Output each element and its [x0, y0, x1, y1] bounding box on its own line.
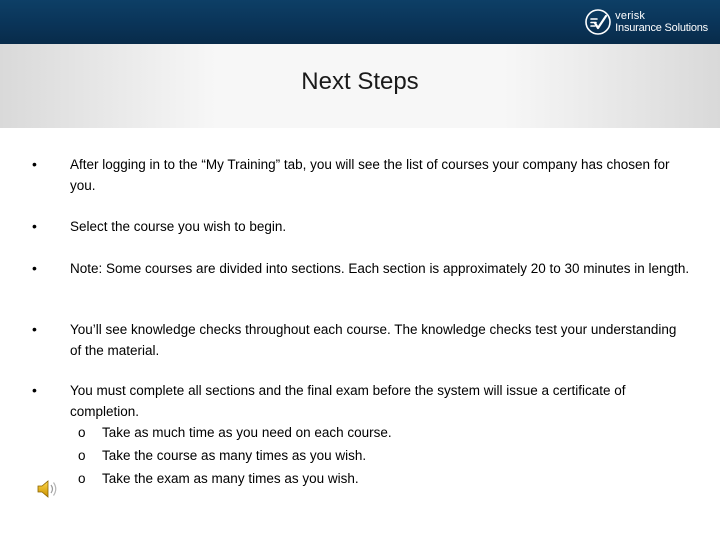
- bullet-marker: •: [32, 260, 37, 276]
- sub-item-text: Take as much time as you need on each course.: [102, 425, 392, 440]
- logo-line-1: verisk: [615, 10, 646, 22]
- sub-item-text: Take the exam as many times as you wish.: [102, 471, 359, 486]
- bullet-marker: •: [32, 218, 37, 234]
- sub-marker: o: [78, 471, 86, 486]
- sub-item-3: [78, 468, 359, 489]
- bullet-marker: •: [32, 382, 37, 398]
- sub-marker: o: [78, 448, 86, 463]
- bullet-text-4: You’ll see knowledge checks throughout each course. The knowledge checks test your understanding of the material.: [70, 322, 677, 358]
- logo-line-2: Insurance Solutions: [615, 22, 708, 34]
- sub-item-text: Take the course as many times as you wish.: [102, 448, 367, 463]
- bullet-text-3: Note: Some courses are divided into sections. Each section is approximately 20 to 30 minutes in length.: [70, 261, 690, 276]
- sub-item-1: [78, 422, 392, 443]
- sub-item-2: [78, 445, 366, 466]
- page-title-text: Next Steps: [301, 68, 419, 95]
- sub-marker: o: [78, 425, 86, 440]
- speaker-icon[interactable]: [36, 478, 60, 500]
- bullet-text-1: After logging in to the “My Training” tab, you will see the list of courses your company has chosen for you.: [70, 157, 670, 193]
- bullet-text-5: You must complete all sections and the final exam before the system will issue a certificate of completion.: [70, 383, 626, 419]
- bullet-text-2: Select the course you wish to begin.: [70, 219, 287, 234]
- bullet-marker: •: [32, 156, 37, 172]
- bullet-marker: •: [32, 321, 37, 337]
